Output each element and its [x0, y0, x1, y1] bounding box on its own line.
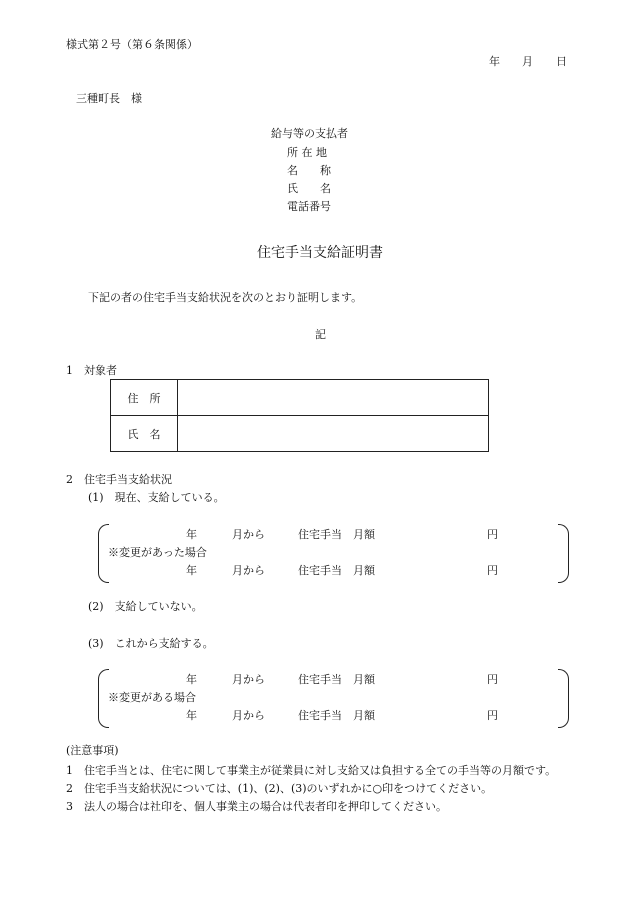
block1-a-year: 年 — [186, 528, 197, 541]
note-item-1: 1 住宅手当とは、住宅に関して事業主が従業員に対し支給又は負担する全ての手当等の月額です。 — [66, 764, 557, 777]
table-row — [111, 380, 489, 416]
payer-person-label: 氏 名 — [287, 182, 331, 195]
block1-a-from: 月から — [232, 528, 265, 541]
target-person-table — [110, 379, 489, 452]
addressee: 三種町長 様 — [76, 92, 142, 105]
payer-heading: 給与等の支払者 — [271, 127, 348, 140]
block2-a-allowance: 住宅手当 月額 — [298, 673, 375, 686]
block2-b-yen: 円 — [487, 709, 498, 722]
section1-heading: 1 対象者 — [66, 364, 117, 377]
block1-b-yen: 円 — [487, 564, 498, 577]
block1-right-bracket — [558, 524, 569, 583]
block2-b-from: 月から — [232, 709, 265, 722]
notes-heading: (注意事項) — [66, 744, 119, 757]
block1-note: ※変更があった場合 — [108, 546, 207, 559]
address-value-cell[interactable] — [178, 380, 489, 416]
block1-b-allowance: 住宅手当 月額 — [298, 564, 375, 577]
name-label-cell: 氏 名 — [111, 416, 178, 452]
table-row — [111, 416, 489, 452]
date-month-label: 月 — [522, 55, 533, 68]
block2-a-yen: 円 — [487, 673, 498, 686]
block1-a-allowance: 住宅手当 月額 — [298, 528, 375, 541]
address-label-cell: 住 所 — [111, 380, 178, 416]
block2-right-bracket — [558, 669, 569, 728]
name-value-cell[interactable] — [178, 416, 489, 452]
block1-a-yen: 円 — [487, 528, 498, 541]
document-title: 住宅手当支給証明書 — [257, 245, 383, 261]
option-1[interactable]: (1) 現在、支給している。 — [88, 491, 225, 504]
note-item-2: 2 住宅手当支給状況については、(1)、(2)、(3)のいずれかに○印をつけてください。 — [66, 782, 493, 795]
block2-b-allowance: 住宅手当 月額 — [298, 709, 375, 722]
payer-phone-label: 電話番号 — [287, 200, 331, 213]
date-day-label: 日 — [556, 55, 567, 68]
block2-b-year: 年 — [186, 709, 197, 722]
block1-b-year: 年 — [186, 564, 197, 577]
payer-address-label: 所 在 地 — [287, 146, 327, 159]
ki-label: 記 — [315, 328, 326, 341]
block2-note: ※変更がある場合 — [108, 691, 196, 704]
date-year-label: 年 — [489, 55, 500, 68]
section2-heading: 2 住宅手当支給状況 — [66, 473, 172, 486]
note-item-3: 3 法人の場合は社印を、個人事業主の場合は代表者印を押印してください。 — [66, 800, 447, 813]
block2-a-year: 年 — [186, 673, 197, 686]
option-2[interactable]: (2) 支給していない。 — [88, 600, 203, 613]
intro-text: 下記の者の住宅手当支給状況を次のとおり証明します。 — [88, 291, 363, 304]
block2-a-from: 月から — [232, 673, 265, 686]
option-3[interactable]: (3) これから支給する。 — [88, 637, 214, 650]
form-number: 様式第２号（第６条関係） — [66, 38, 198, 51]
payer-name-label: 名 称 — [287, 164, 331, 177]
block1-b-from: 月から — [232, 564, 265, 577]
